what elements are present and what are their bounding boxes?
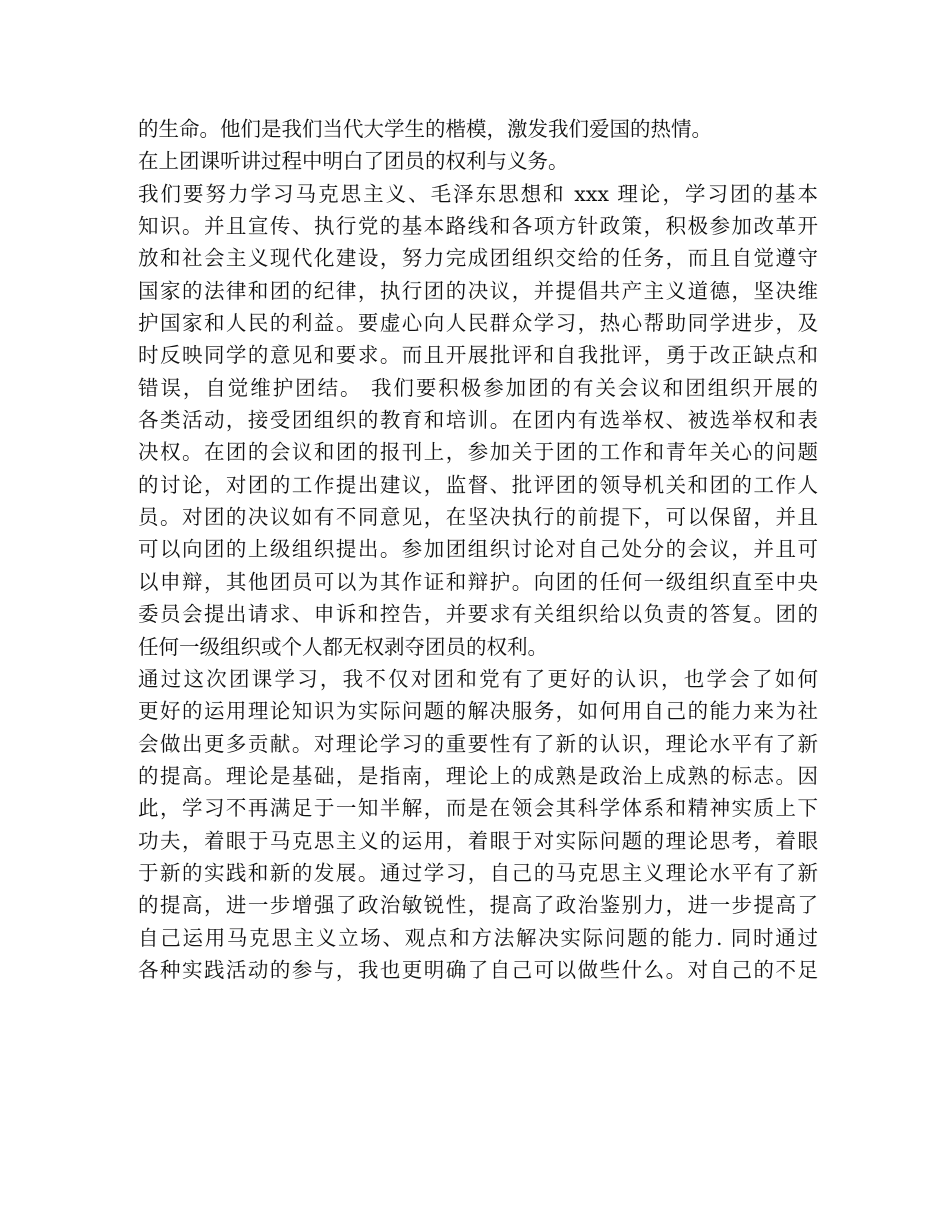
body-text — [138, 113, 818, 986]
text-line: 会做出更多贡献。对理论学习的重要性有了新的认识，理论水平有了新 — [138, 731, 818, 756]
text-line: 的提高，进一步增强了政治敏锐性，提高了政治鉴别力，进一步提高了 — [138, 893, 818, 918]
text-line: 此，学习不再满足于一知半解，而是在领会其科学体系和精神实质上下 — [138, 796, 818, 821]
text-line: 功夫，着眼于马克思主义的运用，着眼于对实际问题的理论思考，着眼 — [138, 828, 818, 853]
text-line: 自己运用马克思主义立场、观点和方法解决实际问题的能力. 同时通过 — [138, 925, 818, 950]
text-line: 更好的运用理论知识为实际问题的解决服务，如何用自己的能力来为社 — [138, 699, 818, 724]
text-line: 通过这次团课学习，我不仅对团和党有了更好的认识，也学会了如何 — [138, 666, 818, 691]
text-line: 的讨论，对团的工作提出建议，监督、批评团的领导机关和团的工作人 — [138, 472, 818, 497]
text-line: 时反映同学的意见和要求。而且开展批评和自我批评，勇于改正缺点和 — [138, 343, 818, 368]
text-line: 以申辩，其他团员可以为其作证和辩护。向团的任何一级组织直至中央 — [138, 569, 818, 594]
text-line: 我们要努力学习马克思主义、毛泽东思想和 xxx 理论，学习团的基本 — [138, 181, 818, 206]
text-line: 错误，自觉维护团结。 我们要积极参加团的有关会议和团组织开展的 — [138, 375, 818, 400]
text-line: 的提高。理论是基础，是指南，理论上的成熟是政治上成熟的标志。因 — [138, 763, 818, 788]
text-line: 任何一级组织或个人都无权剥夺团员的权利。 — [138, 634, 548, 659]
text-line: 知识。并且宣传、执行党的基本路线和各项方针政策，积极参加改革开 — [138, 214, 818, 239]
text-line: 各类活动，接受团组织的教育和培训。在团内有选举权、被选举权和表 — [138, 408, 818, 433]
text-line: 国家的法律和团的纪律，执行团的决议，并提倡共产主义道德，坚决维 — [138, 278, 818, 303]
text-line: 各种实践活动的参与，我也更明确了自己可以做些什么。对自己的不足 — [138, 957, 818, 982]
text-line: 在上团课听讲过程中明白了团员的权利与义务。 — [138, 149, 569, 174]
text-line: 放和社会主义现代化建设，努力完成团组织交给的任务，而且自觉遵守 — [138, 246, 818, 271]
text-line: 护国家和人民的利益。要虚心向人民群众学习，热心帮助同学进步，及 — [138, 311, 818, 336]
text-line: 员。对团的决议如有不同意见，在坚决执行的前提下，可以保留，并且 — [138, 505, 818, 530]
text-line: 可以向团的上级组织提出。参加团组织讨论对自己处分的会议，并且可 — [138, 537, 818, 562]
text-line: 的生命。他们是我们当代大学生的楷模，激发我们爱国的热情。 — [138, 117, 712, 141]
text-line: 委员会提出请求、申诉和控告，并要求有关组织给以负责的答复。团的 — [138, 602, 818, 627]
text-line: 于新的实践和新的发展。通过学习，自己的马克思主义理论水平有了新 — [138, 860, 818, 885]
text-line: 决权。在团的会议和团的报刊上，参加关于团的工作和青年关心的问题 — [138, 440, 818, 465]
